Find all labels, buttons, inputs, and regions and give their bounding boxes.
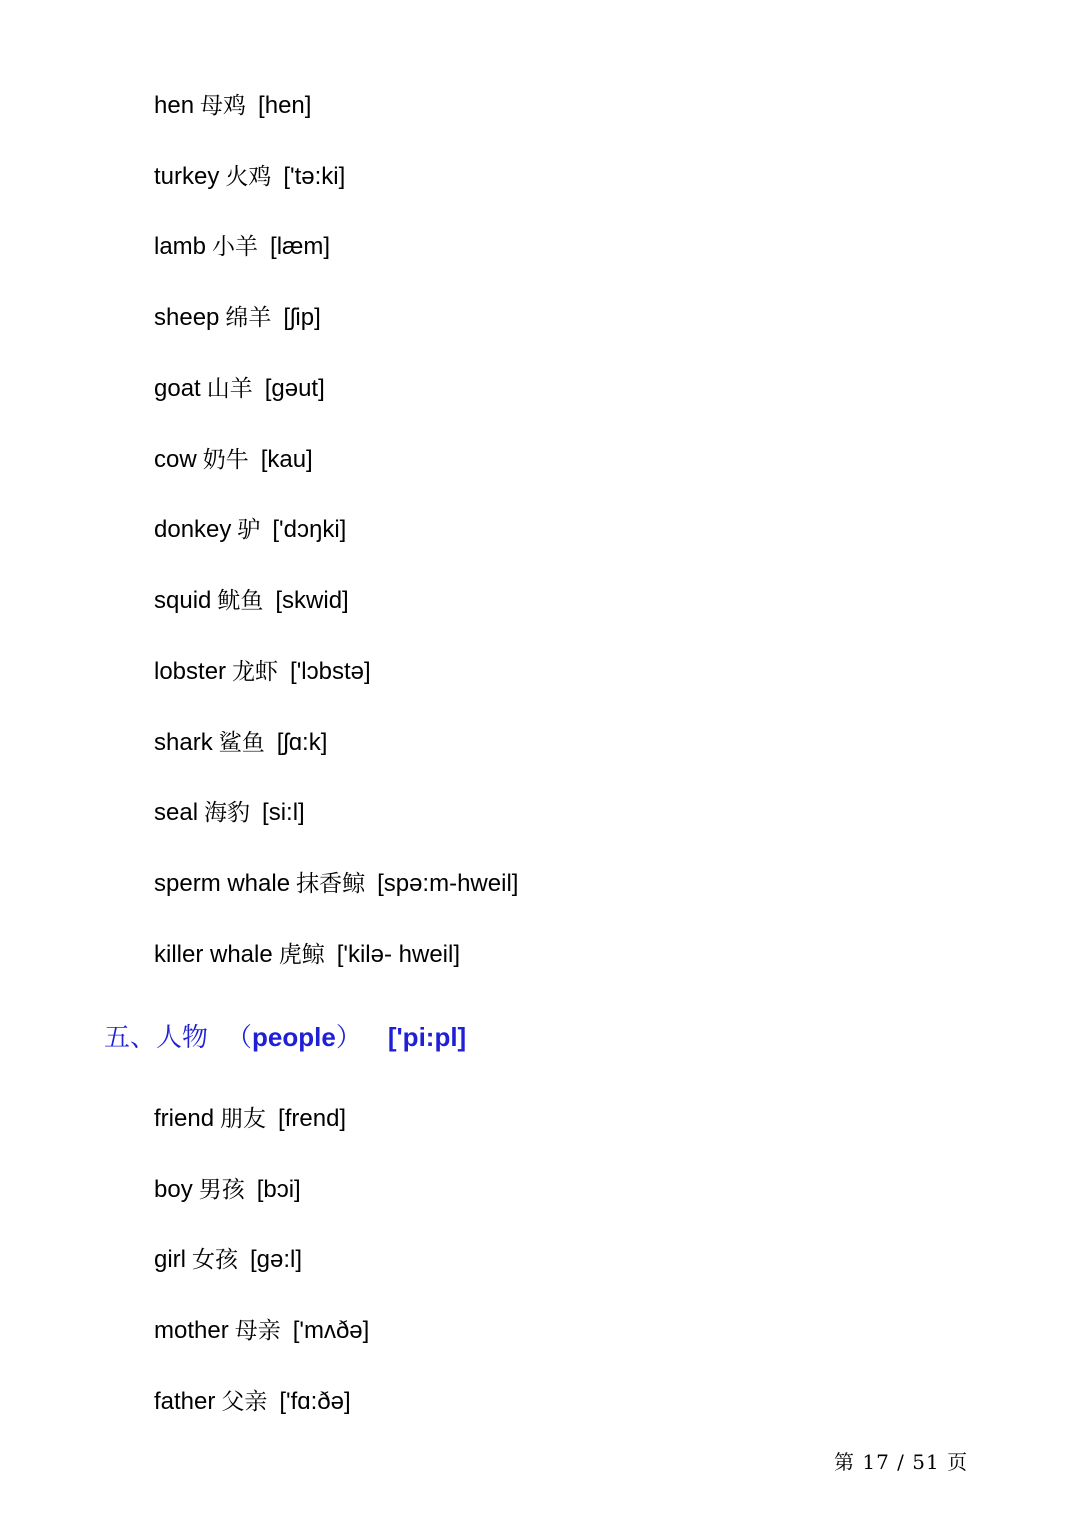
entry-english: donkey <box>154 516 232 543</box>
page-number-footer: 第 17 / 51 页 <box>834 1450 969 1474</box>
entry-chinese: 母鸡 <box>200 93 247 119</box>
entry-phonetic: [skwid] <box>275 587 349 614</box>
vocab-entry <box>154 1170 301 1210</box>
entry-english: goat <box>154 375 201 402</box>
vocab-entry <box>154 1240 302 1280</box>
entry-phonetic: [ʃip] <box>283 304 321 331</box>
vocab-entry <box>154 652 371 692</box>
entry-phonetic: [ɡəut] <box>264 375 325 402</box>
entry-english: mother <box>154 1317 229 1344</box>
entry-chinese: 鱿鱼 <box>217 588 264 614</box>
entry-phonetic: [læm] <box>270 233 331 260</box>
entry-english: hen <box>154 92 195 119</box>
entry-chinese: 火鸡 <box>225 164 272 190</box>
vocab-entry <box>154 1099 346 1139</box>
entry-phonetic: ['fɑ:ðə] <box>279 1388 351 1415</box>
entry-chinese: 鲨鱼 <box>218 730 265 756</box>
entry-phonetic: ['kilə- hweil] <box>336 941 460 968</box>
vocab-entry <box>154 935 460 975</box>
entry-english: boy <box>154 1176 193 1203</box>
vocab-entry <box>154 864 518 904</box>
entry-phonetic: ['tə:ki] <box>283 163 346 190</box>
vocab-entry <box>154 793 305 833</box>
entry-chinese: 龙虾 <box>232 659 279 685</box>
entry-phonetic: [ʃɑ:k] <box>276 729 328 756</box>
entry-chinese: 母亲 <box>234 1318 281 1344</box>
entry-chinese: 男孩 <box>198 1177 245 1203</box>
vocab-entry <box>154 723 327 763</box>
entry-english: seal <box>154 799 199 826</box>
section-open-paren: （ <box>226 1023 253 1053</box>
entry-chinese: 虎鲸 <box>278 942 325 968</box>
entry-chinese: 抹香鲸 <box>296 871 366 897</box>
entry-phonetic: ['mʌðə] <box>292 1317 370 1344</box>
section-close-paren: ） <box>335 1023 362 1053</box>
entry-chinese: 父亲 <box>221 1389 268 1415</box>
entry-english: shark <box>154 729 213 756</box>
vocab-entry <box>154 86 311 126</box>
vocab-entry <box>154 1311 369 1351</box>
entry-phonetic: [frend] <box>278 1105 347 1132</box>
entry-english: squid <box>154 587 212 614</box>
entry-english: killer whale <box>154 941 273 968</box>
entry-chinese: 女孩 <box>192 1247 239 1273</box>
vocab-entry <box>154 581 349 621</box>
entry-chinese: 绵羊 <box>225 305 272 331</box>
entry-chinese: 驴 <box>237 517 261 543</box>
entry-phonetic: [kau] <box>260 446 313 473</box>
entry-english: cow <box>154 446 197 473</box>
entry-phonetic: [spə:m-hweil] <box>377 870 519 897</box>
section-heading <box>104 1016 466 1058</box>
entry-phonetic: [si:l] <box>262 799 305 826</box>
entry-english: turkey <box>154 163 220 190</box>
entry-english: sheep <box>154 304 220 331</box>
section-english: people <box>252 1022 336 1052</box>
entry-english: friend <box>154 1105 215 1132</box>
vocab-entry <box>154 440 313 480</box>
entry-phonetic: [bɔi] <box>256 1176 301 1203</box>
section-number: 五、人物 <box>104 1023 209 1053</box>
vocab-entry <box>154 157 345 197</box>
entry-english: girl <box>154 1246 187 1273</box>
entry-english: father <box>154 1388 216 1415</box>
entry-english: lamb <box>154 233 207 260</box>
entry-english: sperm whale <box>154 870 291 897</box>
section-phonetic: ['pi:pl] <box>387 1022 467 1052</box>
entry-chinese: 山羊 <box>206 376 253 402</box>
entry-chinese: 海豹 <box>204 800 251 826</box>
entry-english: lobster <box>154 658 227 685</box>
entry-chinese: 朋友 <box>220 1106 267 1132</box>
entry-chinese: 小羊 <box>212 234 259 260</box>
vocab-entry <box>154 227 330 267</box>
vocab-entry <box>154 298 321 338</box>
entry-phonetic: [ɡə:l] <box>250 1246 303 1273</box>
entry-phonetic: ['lɔbstə] <box>290 658 371 685</box>
entry-chinese: 奶牛 <box>202 447 249 473</box>
entry-phonetic: [hen] <box>258 92 312 119</box>
vocab-entry <box>154 1382 351 1422</box>
vocab-entry <box>154 510 346 550</box>
vocab-entry <box>154 369 325 409</box>
entry-phonetic: ['dɔŋki] <box>272 516 347 543</box>
